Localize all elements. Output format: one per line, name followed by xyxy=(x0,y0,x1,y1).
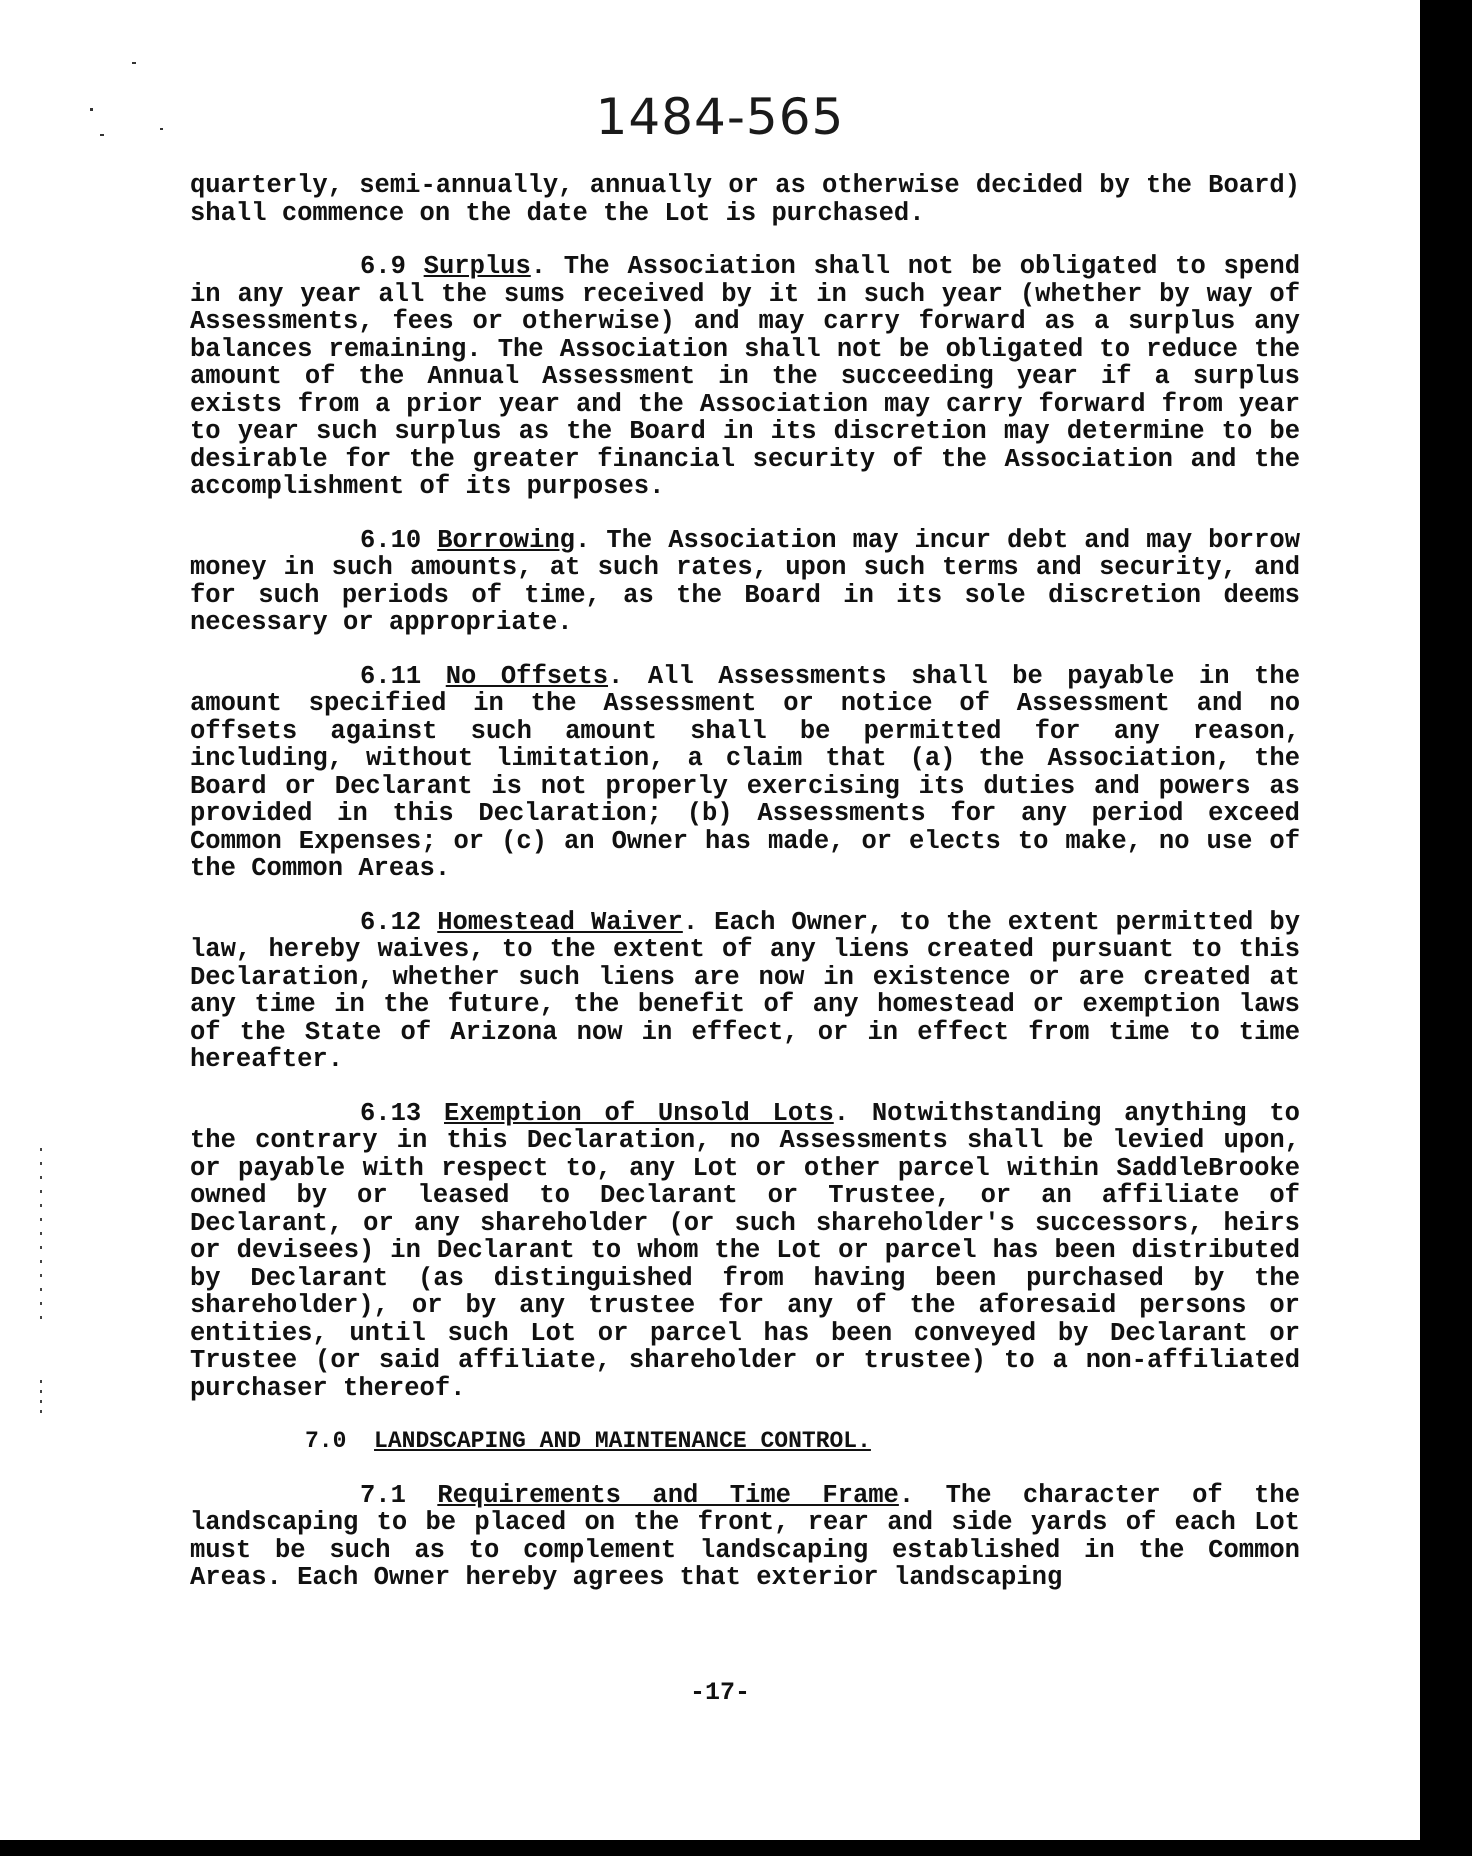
section-6-10 xyxy=(190,527,1300,637)
section-7-1 xyxy=(190,1482,1300,1592)
section-title: Borrowing xyxy=(437,525,575,555)
section-number: 7.1 xyxy=(360,1480,406,1510)
scan-mark xyxy=(40,1380,42,1420)
scan-mark xyxy=(132,62,136,64)
heading-7-0 xyxy=(190,1428,1300,1456)
section-number: 6.9 xyxy=(360,252,406,281)
section-title: No Offsets xyxy=(445,661,609,691)
scan-border xyxy=(0,1840,1420,1856)
section-title: Homestead Waiver xyxy=(437,907,683,937)
section-text: . Notwithstanding anything to the contrary in this Declaration, no Assessments shall be levied upon, or payable with respect to, any Lot or other parcel within SaddleBrooke owned by or leased to Declarant or Trustee, or an affiliate of Declarant, or any shareholder (or such shareholder's successors, heirs or devisees) in Declarant to whom the Lot or parcel has been distributed by Declarant (as distinguished from having been purchased by the shareholder), or by any trustee for any of the aforesaid persons or entities, until such Lot or parcel has been conveyed by Declarant or Trustee (or said affiliate, shareholder or trustee) to a non-affiliated purchaser thereof. xyxy=(190,1098,1300,1403)
document-body xyxy=(190,172,1300,1618)
section-number: 6.12 xyxy=(360,907,422,937)
document-number: 1484-565 xyxy=(595,88,845,146)
heading-number: 7.0 xyxy=(305,1428,347,1454)
page-number: -17- xyxy=(689,1678,750,1707)
section-text: . The Association may incur debt and may borrow money in such amounts, at such rates, upon such terms and security, and for such periods of time, as the Board in its sole discretion deems necessary or appropriate. xyxy=(190,525,1300,637)
section-number: 6.13 xyxy=(360,1098,422,1128)
scan-mark xyxy=(40,1148,42,1328)
section-6-13 xyxy=(190,1100,1300,1403)
section-text: . The character of the landscaping to be placed on the front, rear and side yards of each Lot must be such as to complement landscaping established in the Common Areas. Each Owner hereby agrees that exterior landscaping xyxy=(190,1480,1300,1592)
section-text: . Each Owner, to the extent permitted by law, hereby waives, to the extent of any liens created pursuant to this Declaration, whether such liens are now in existence or are created at any time in the future, the benefit of any homestead or exemption laws of the State of Arizona now in effect, or in effect from time to time hereafter. xyxy=(190,907,1300,1074)
section-6-11 xyxy=(190,663,1300,883)
section-6-9 xyxy=(190,253,1300,501)
section-number: 6.11 xyxy=(360,661,422,691)
section-text: . All Assessments shall be payable in the amount specified in the Assessment or notice of Assessment and no offsets against such amount shall be permitted for any reason, including, without limitation, a claim that (a) the Association, the Board or Declarant is not properly exercising its duties and powers as provided in this Declaration; (b) Assessments for any period exceed Common Expenses; or (c) an Owner has made, or elects to make, no use of the Common Areas. xyxy=(190,661,1300,883)
section-number: 6.10 xyxy=(360,525,422,555)
section-title: Surplus xyxy=(423,252,531,281)
section-text: . The Association shall not be obligated to spend in any year all the sums received by it in such year (whether by way of Assessments, fees or otherwise) and may carry forward as a surplus any balances remaining. The Association shall not be obligated to reduce the amount of the Annual Assessment in the succeeding year if a surplus exists from a prior year and the Association may carry forward from year to year such surplus as the Board in its discretion may determine to be desirable for the greater financial security of the Association and the accomplishment of its purposes. xyxy=(190,252,1300,501)
section-6-12 xyxy=(190,909,1300,1074)
intro-paragraph: quarterly, semi-annually, annually or as otherwise decided by the Board) shall commence on the date the Lot is purchased. xyxy=(190,171,1300,228)
section-title: Exemption of Unsold Lots xyxy=(444,1098,834,1128)
heading-title: LANDSCAPING AND MAINTENANCE CONTROL. xyxy=(374,1428,871,1454)
section-title: Requirements and Time Frame xyxy=(437,1480,899,1510)
